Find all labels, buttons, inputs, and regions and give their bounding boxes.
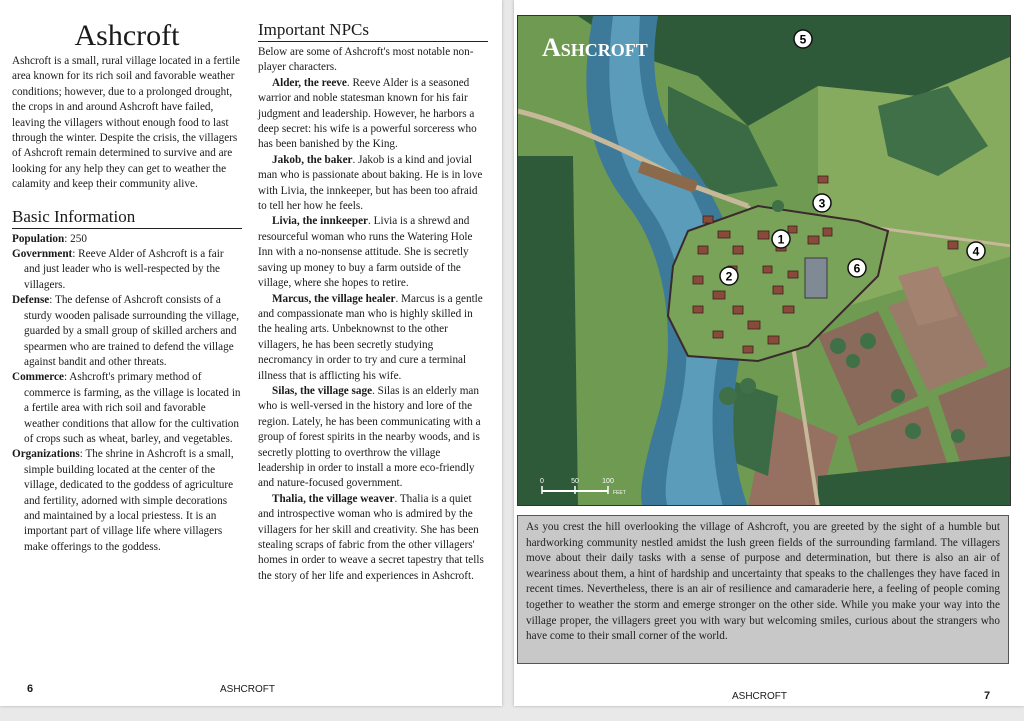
scale-unit: FEET — [613, 490, 626, 496]
page-number-left: 6 — [27, 683, 34, 695]
svg-text:2: 2 — [725, 269, 733, 284]
npc-entry: Marcus, the village healer. Marcus is a gentle and compassionate man who is highly skilled in the healing arts. Unbeknownst to the other villagers, he has been secretly studying necromancy in order to try and cure a terminal illness that is afflicting his wife. — [258, 292, 483, 382]
basic-info-list — [12, 232, 242, 556]
shrine-building — [805, 258, 827, 298]
page-title: Ashcroft — [74, 19, 180, 52]
npc-heading: Important NPCs — [258, 20, 488, 42]
read-aloud-box — [517, 515, 1009, 664]
scale-label: 50 — [571, 478, 579, 485]
read-aloud-text: As you crest the hill overlooking the village of Ashcroft, you are greeted by the sight of a humble but hardworking community nestled amidst the lush green fields of the surrounding farmland. The villagers move about their daily tasks with a sense of purpose and determination, but there is also an air of weariness about them, a hint of hardship and uncertainty that speaks to the challenges they have faced in recent times. Nevertheless, there is an air of resilience and camaraderie here, a feeling of people coming together to weather the storm and emerge stronger on the other side. While you make your way into the village proper, the villagers greet you with wary but welcoming smiles, curious about the strangers who have come to their small corner of the world. — [526, 521, 1000, 643]
basic-info-item: Defense: The defense of Ashcroft consists of a sturdy wooden palisade surrounding the village, guarded by a small group of skilled archers and spearmen who are trained to defend the village against bandit and other threats. — [12, 294, 240, 368]
basic-info-heading: Basic Information — [12, 207, 242, 229]
village-map — [517, 15, 1011, 506]
map-marker — [794, 30, 812, 48]
map-title: Ashcroft — [542, 33, 648, 62]
svg-text:4: 4 — [972, 244, 980, 259]
npc-entry: Jakob, the baker. Jakob is a kind and jovial man who is passionate about baking. He is in love with Livia, the innkeeper, but has been too afraid to tell her how he feels. — [258, 153, 483, 213]
svg-text:1: 1 — [777, 232, 785, 247]
svg-text:3: 3 — [818, 196, 826, 211]
basic-info-item: Government: Reeve Alder of Ashcroft is a fair and just leader who is well-respected by the villagers. — [12, 248, 224, 291]
npc-entry: Thalia, the village weaver. Thalia is a quiet and introspective woman who is admired by the villagers for her skill and creativity. She has been stealing scraps of fabric from the other villagers' homes in order to weave a secret tapestry that tells the story of her life and experiences in Ashcroft. — [258, 492, 484, 582]
page-number-right: 7 — [984, 690, 991, 702]
map-marker — [813, 194, 831, 212]
basic-info-item: Commerce: Ashcroft's primary method of commerce is farming, as the village is located in a fertile area with rich soil and favorable weather conditions that allow for the cultivation of crops such as wheat, barley, and vegetables. — [12, 371, 241, 445]
basic-info-item: Organizations: The shrine in Ashcroft is a small, simple building located at the center of the village, dedicated to the goddess of agriculture and fertility, adorned with simple decorations and maintained by a local priestess. It is an important part of village life where villagers make offerings to the goddess. — [12, 448, 234, 553]
right-column — [258, 0, 488, 584]
svg-text:5: 5 — [799, 32, 807, 47]
npc-intro: Below are some of Ashcroft's most notable non-player characters. — [258, 46, 474, 74]
basic-info-item: Population: 250 — [12, 232, 87, 245]
left-page — [0, 0, 502, 706]
svg-text:6: 6 — [853, 261, 861, 276]
map-marker — [772, 230, 790, 248]
map-marker — [720, 267, 738, 285]
right-page — [514, 0, 1024, 706]
footer-left: ASHCROFT — [220, 684, 275, 695]
map-marker — [967, 242, 985, 260]
scale-label: 0 — [540, 478, 544, 485]
footer-right: ASHCROFT — [732, 691, 787, 702]
left-column — [12, 0, 242, 555]
npc-entry: Silas, the village sage. Silas is an elderly man who is well-versed in the history and lore of the region. Lately, he has been communicating with a group of forest spirits in the nearby woods, and is secretly plotting to overthrow the village leadership in order to install a more eco-friendly and nature-focused government. — [258, 384, 481, 490]
scale-label: 100 — [602, 478, 614, 485]
map-marker — [848, 259, 866, 277]
intro-paragraph: Ashcroft is a small, rural village located in a fertile area known for its rich soil and favorable weather conditions; however, due to a prolonged drought, the crops in and around Ashcroft have failed, leaving the villagers without enough food to last through the winter. Despite the crisis, the villagers of Ashcroft remain determined to survive and are looking for any help they can get to weather the calamity and keep their community alive. — [12, 55, 241, 191]
npc-entry: Alder, the reeve. Reeve Alder is a seasoned warrior and noble statesman known for his fair judgment and leadership. However, he harbors a deep secret: his wife is a powerful sorceress who has been banished by the King. — [258, 76, 477, 151]
map-illustration — [518, 16, 1011, 506]
npc-entry: Livia, the innkeeper. Livia is a shrewd and resourceful woman who runs the Watering Hole Inn with a no-nonsense attitude. She is secretly saving up money to buy a farm outside of the village, where she hopes to retire. — [258, 215, 473, 290]
